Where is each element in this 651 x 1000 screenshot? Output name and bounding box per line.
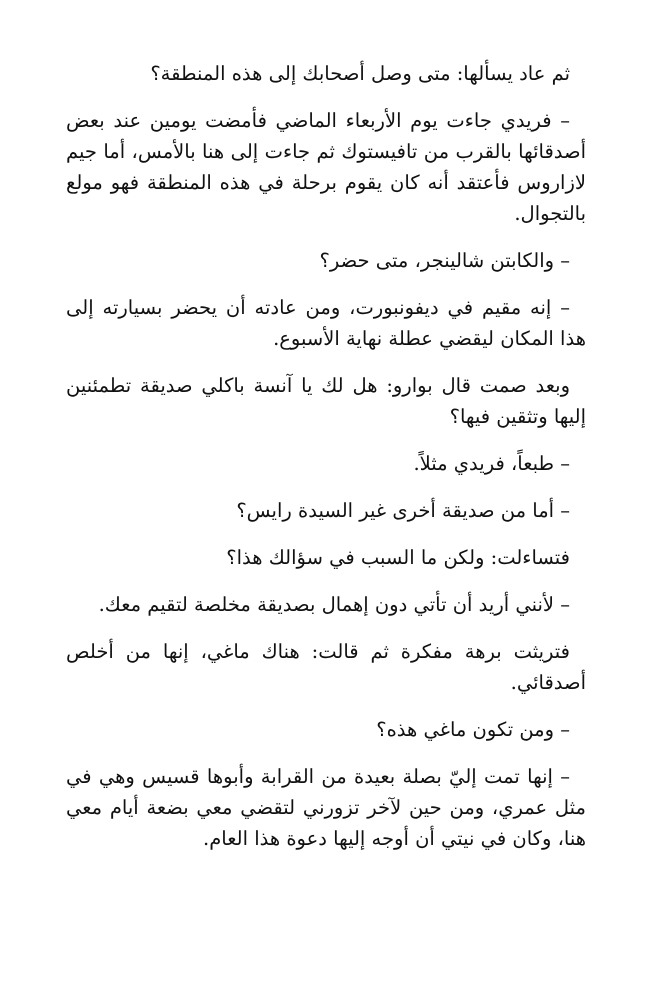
paragraph-8: فتساءلت: ولكن ما السبب في سؤالك هذا؟ [226,546,570,569]
paragraph-3: – والكابتن شالينجر، متى حضر؟ [319,249,570,272]
paragraph-2: – فريدي جاءت يوم الأربعاء الماضي فأمضت يومين عند بعض أصدقائها بالقرب من تافيستوك ثم جاءت إلى هنا بالأمس، أما جيم لازاروس فأعتقد أنه كان يقوم برحلة في هذه المنطقة فهو مولع بالتجوال. [66,109,586,225]
paragraph-9: – لأنني أريد أن تأتي دون إهمال بصديقة مخلصة لتقيم معك. [98,593,570,616]
paragraph-10: فتريثت برهة مفكرة ثم قالت: هناك ماغي، إنها من أخلص أصدقائي. [66,640,586,694]
book-page-text [66,58,586,854]
paragraph-6: – طبعاً، فريدي مثلاً. [413,452,570,475]
paragraph-5: وبعد صمت قال بوارو: هل لك يا آنسة باكلي صديقة تطمئنين إليها وتثقين فيها؟ [66,374,586,428]
paragraph-7: – أما من صديقة أخرى غير السيدة رايس؟ [236,499,570,522]
paragraph-12: – إنها تمت إليّ بصلة بعيدة من القرابة وأبوها قسيس وهي في مثل عمري، ومن حين لآخر تزورني لتقضي معي بضعة أيام معي هنا، وكان في نيتي أن أوجه إليها دعوة هذا العام. [66,765,586,850]
paragraph-11: – ومن تكون ماغي هذه؟ [376,718,570,741]
paragraph-1: ثم عاد يسألها: متى وصل أصحابك إلى هذه المنطقة؟ [150,62,570,85]
paragraph-4: – إنه مقيم في ديفونبورت، ومن عادته أن يحضر بسيارته إلى هذا المكان ليقضي عطلة نهاية الأسبوع. [66,296,586,350]
